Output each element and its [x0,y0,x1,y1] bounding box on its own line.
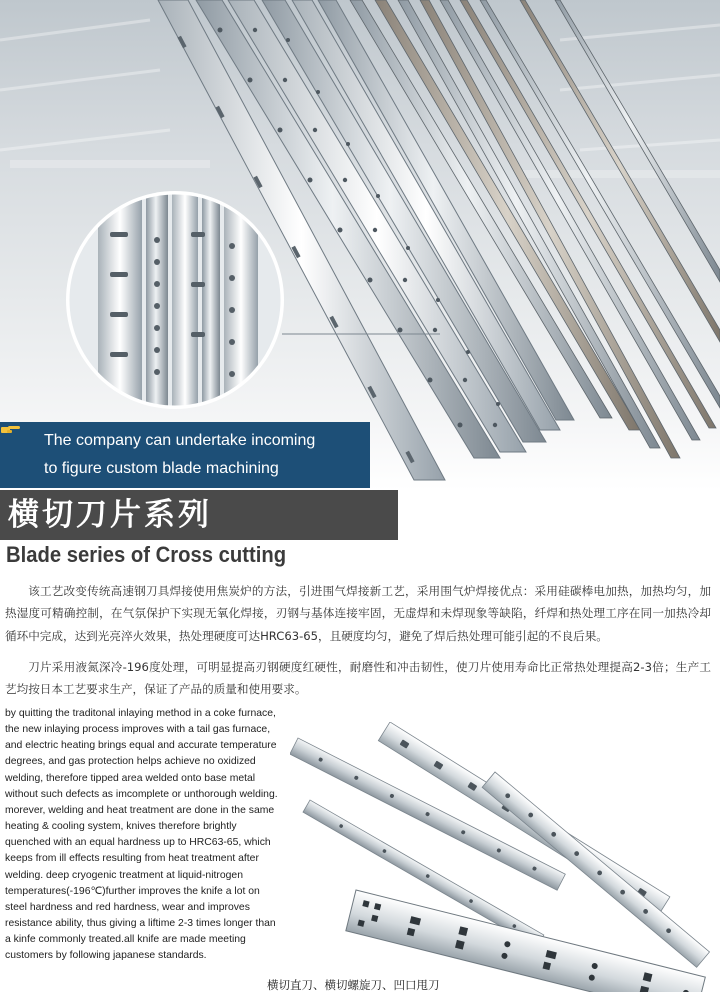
product-blades-photo [290,722,720,992]
title-cn-bar [0,490,398,540]
callout-line-1: The company can undertake incoming [44,432,316,449]
callout-line-2: to figure custom blade machining [44,460,279,477]
pointing-hand-icon [0,422,22,436]
blades-illustration [0,0,720,490]
title-cn: 横切刀片系列 [8,497,212,533]
hero-blades-photo [0,0,720,490]
custom-machining-callout [0,422,370,488]
product-caption: 横切直刀、横切螺旋刀、凹口甩刀 [267,978,440,992]
body-cn-paragraph-1: 该工艺改变传统高速钢刀具焊接使用焦炭炉的方法，引进围气焊接新工艺，采用围气炉焊接优点：采用硅碳棒电加热，加热均匀，加热湿度可精确控制，在气氛保护下实现无氧化焊接，刃钢与基体连接牢固，无虚焊和未焊现象等缺陷，纤焊和热处理工序在同一加热冷却循环中完成，达到光亮淬火效果，热处理硬度可达HRC63-65，且硬度均匀，避免了焊后热处理可能引起的不良后果。 [5,584,711,643]
title-en: Blade series of Cross cutting [6,542,287,567]
body-en-paragraph: by quitting the traditonal inlaying method in a coke furnace, the new inlaying process improves with a tail gas furnace, and electric heating brings equal and accurate temperature degrees, and gas protection helps achieve no oxidized welding, therefore tipped area welded onto base metal without such defects as imcomplete or unthorough welding. morever, welding and heat treatment are done in the same heating & cooling system, knives therefore brightly quenched with an equal hardness up to HRC63-65, which keeps from ill effects resulting from heat treatment after welding. deep cryogenic treatment at liquid-nitrogen temperatures(-196℃)further improves the knife a lot on steel hardness and red hardness, wear and improves resistance ability, thus giving a liftime 2-3 times longer than a kinfe commonly treated.all knife are made meeting customers by following japanese standards. [5,708,278,962]
body-cn-paragraph-2: 刀片采用液氮深冷-196度处理，可明显提高刃钢硬度红硬性，耐磨性和冲击韧性，使刀片使用寿命比正常热处理提高2-3倍；生产工艺均按日本工艺要求生产，保证了产品的质量和使用要求。 [5,660,711,697]
